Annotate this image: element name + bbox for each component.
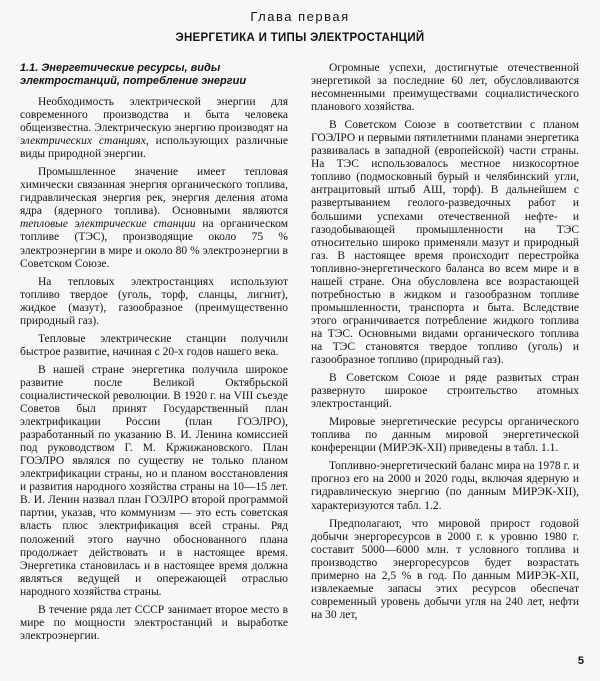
chapter-title: ЭНЕРГЕТИКА И ТИПЫ ЭЛЕКТРОСТАНЦИЙ	[175, 32, 425, 44]
emphasis: тепловые электрические станции	[20, 218, 196, 231]
paragraph: В Советском Союзе в соответствии с планом ГОЭЛРО и первыми пятилетними планами энергетика развивалась в западной (европейской) части страны. На ТЭС использовалось местное низкосортное топливо (подмосковный бурый и челябинский угли, антрацитовый штыб АШ, торф). В дальнейшем с развертыванием геолого-разведочных работ и большими успехами отечественной нефте- и газодобывающей промышленности на ТЭС относительно широко применяли мазут и природный газ. В настоящее время происходит перестройка топливно-энергетического баланса во всем мире и в нашей стране. Она обусловлена все возрастающей потребностью в жидком и газообразном топливе промышленности, транспорта и быта. Вследствие этого ограничивается потребление жидкого топлива на ТЭС. Основными видами органического топлива на ТЭС становятся твердое топливо (уголь) и газообразное топливо (природный газ).	[311, 119, 579, 367]
paragraph: В Советском Союзе и ряде развитых стран развернуто широкое строительство атомных электростанций.	[311, 372, 579, 411]
right-column	[311, 62, 579, 627]
left-column	[20, 62, 288, 648]
paragraph: Предполагают, что мировой прирост годовой добычи энергоресурсов в 2000 г. к уровню 1980 г. составит 5000—6000 млн. т условного топлива и производство энергоресурсов будет возрастать примерно на 2,5 % в год. По данным МИРЭК-XII, извлекаемые запасы этих ресурсов обеспечат современный уровень добычи угля на 240 лет, нефти на 30 лет,	[311, 517, 579, 621]
chapter-label: Глава первая	[250, 9, 350, 24]
paragraph: Промышленное значение имеет тепловая химически связанная энергия органического топлива, гидравлическая энергия рек, энергия деления атома ядра (ядерного топлива). Основными являются тепловые электрические станции на органическом топливе (ТЭС), производящие около 75 % электроэнергии в мире и около 80 % электроэнергии в Советском Союзе.	[20, 166, 288, 270]
paragraph: Тепловые электрические станции получили быстрое развитие, начиная с 20-х годов нашего века.	[20, 332, 288, 358]
paragraph: Мировые энергетические ресурсы органического топлива по данным мировой энергетической конференции (МИРЭК-XII) приведены в табл. 1.1.	[311, 416, 579, 455]
page-number: 5	[577, 655, 584, 667]
paragraph: Огромные успехи, достигнутые отечественной энергетикой за последние 60 лет, обусловливаются несомненными преимуществами социалистического планового хозяйства.	[311, 62, 579, 114]
paragraph: Необходимость электрической энергии для современного производства и быта человека общеизвестна. Электрическую энергию производят на электрических станциях, использующих различные виды природной энергии.	[20, 96, 288, 161]
section-heading	[20, 62, 288, 88]
paragraph: В нашей стране энергетика получила широкое развитие после Великой Октябрьской социалистической революции. В 1920 г. на VIII съезде Советов был принят Государственный план электрификации России (план ГОЭЛРО), разработанный по указанию В. И. Ленина комиссией под руководством Г. М. Кржижановского. План ГОЭЛРО являлся по существу не только планом электрификации страны, но и планом восстановления и развития народного хозяйства страны на 10—15 лет. В. И. Ленин назвал план ГОЭЛРО второй программой партии, указав, что коммунизм — это есть советская власть плюс электрификация всей страны. Ряд положений этого научно обоснованного плана продолжает действовать и в настоящее время. Энергетика становилась и в настоящее время должна являться ведущей и опережающей отраслью народного хозяйства страны.	[20, 363, 288, 598]
paragraph: Топливно-энергетический баланс мира на 1978 г. и прогноз его на 2000 и 2020 годы, включая ядерную и гидравлическую энергию (по данным МИРЭК-XII), характеризуются табл. 1.2.	[311, 460, 579, 512]
paragraph: В течение ряда лет СССР занимает второе место в мире по мощности электростанций и выработке электроэнергии.	[20, 603, 288, 642]
section-heading-line1: 1.1. Энергетические ресурсы, виды	[20, 62, 221, 74]
section-heading-line2: электростанций, потребление энергии	[20, 75, 247, 87]
emphasis: электрических станциях	[20, 135, 146, 148]
paragraph: На тепловых электростанциях используют топливо твердое (уголь, торф, сланцы, лигнит), жидкое (мазут), газообразное (преимущественно природный газ).	[20, 275, 288, 327]
